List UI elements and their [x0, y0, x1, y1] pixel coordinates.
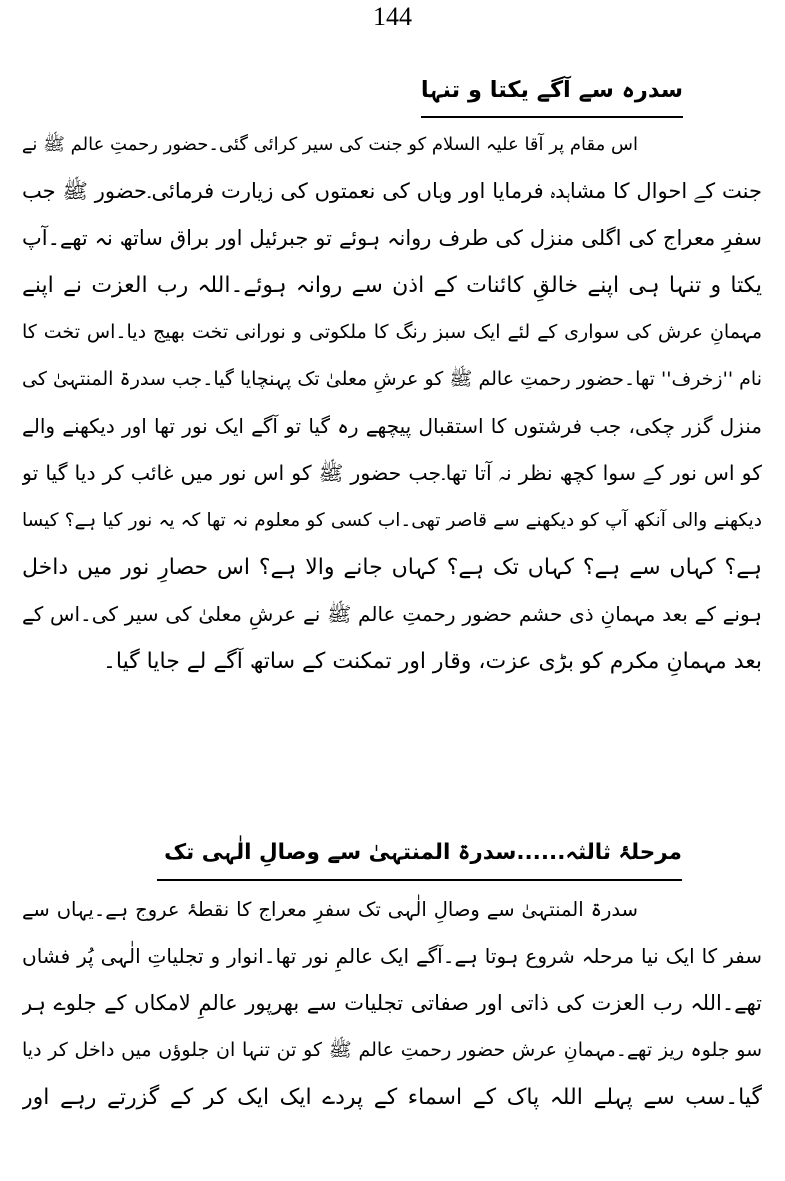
text-line: ہے؟ کہاں سے ہے؟ کہاں تک ہے؟ کہاں جانے والا ہے؟ اس حصارِ نور میں داخل	[22, 555, 762, 580]
text-line: سفرِ معراج کی اگلی منزل کی طرف روانہ ہوئے تو جبرئیل اور براق ساتھ نہ تھے۔آپ	[22, 226, 762, 250]
section-heading-1	[421, 64, 683, 118]
text-line: دیکھنے والی آنکھ آپ کو دیکھنے سے قاصر تھی۔اب کسی کو معلوم نہ تھا کہ یہ نور کیا ہے؟ کیسا	[22, 510, 762, 531]
section-heading-2-text: مرحلۂ ثالثہ......سدرۃ المنتہیٰ سے وصالِ الٰہی تک	[164, 840, 682, 865]
text-line: مہمانِ عرش کی سواری کے لئے ایک سبز رنگ کا ملکوتی و نورانی تخت بھیج دیا۔اس تخت کا	[22, 321, 762, 343]
text-line: سو جلوہ ریز تھے۔مہمانِ عرش حضور رحمتِ عالم ﷺ کو تن تنہا ان جلوؤں میں داخل کر دیا	[22, 1039, 762, 1061]
text-line: جنت کے احوال کا مشاہدہ فرمایا اور وہاں کی نعمتوں کی زیارت فرمائی۔حضور ﷺ جب	[22, 179, 762, 203]
text-line: ہونے کے بعد مہمانِ ذی حشم حضور رحمتِ عالم ﷺ نے عرشِ معلیٰ کی سیر کی۔اس کے	[22, 602, 762, 626]
paragraph-1	[22, 121, 762, 685]
section-heading-2	[157, 827, 682, 881]
heading-underline	[157, 879, 682, 881]
text-line: سدرۃ المنتہیٰ سے وصالِ الٰہی تک سفرِ معراج کا نقطۂ عروج ہے۔یہاں سے	[22, 898, 638, 921]
text-line: نام ''زخرف'' تھا۔حضور رحمتِ عالم ﷺ کو عرشِ معلیٰ تک پہنچایا گیا۔جب سدرۃ المنتہیٰ کی	[22, 368, 762, 390]
section-heading-1-text: سدرہ سے آگے یکتا و تنہا	[420, 77, 683, 103]
page-number: 144	[373, 2, 412, 31]
text-line: گیا۔سب سے پہلے اللہ پاک کے اسماء کے پردے ایک ایک کر کے گزرتے رہے اور	[22, 1085, 762, 1110]
text-line: منزل گزر چکی، جب فرشتوں کا استقبال پیچھے رہ گیا تو آگے ایک نور تھا اور دیکھنے والے	[22, 414, 762, 438]
text-line: تھے۔اللہ رب العزت کی ذاتی اور صفاتی تجلیات سے بھرپور عالمِ لامکاں کے جلوے ہر	[22, 991, 762, 1015]
text-line: کو اس نور کے سوا کچھ نظر نہ آتا تھا۔جب حضور ﷺ کو اس نور میں غائب کر دیا گیا تو	[22, 461, 762, 485]
paragraph-2	[22, 886, 762, 1121]
text-line: سفر کا ایک نیا مرحلہ شروع ہوتا ہے۔آگے ایک عالمِ نور تھا۔انوار و تجلیاتِ الٰہی پُر فشاں	[22, 944, 762, 968]
text-line: اس مقام پر آقا علیہ السلام کو جنت کی سیر کرائی گئی۔حضور رحمتِ عالم ﷺ نے	[22, 134, 638, 155]
heading-underline	[421, 116, 683, 118]
text-line: یکتا و تنہا ہی اپنے خالقِ کائنات کے اذن سے روانہ ہوئے۔اللہ رب العزت نے اپنے	[22, 273, 762, 298]
text-line: بعد مہمانِ مکرم کو بڑی عزت، وقار اور تمکنت کے ساتھ آگے لے جایا گیا۔	[102, 649, 762, 674]
